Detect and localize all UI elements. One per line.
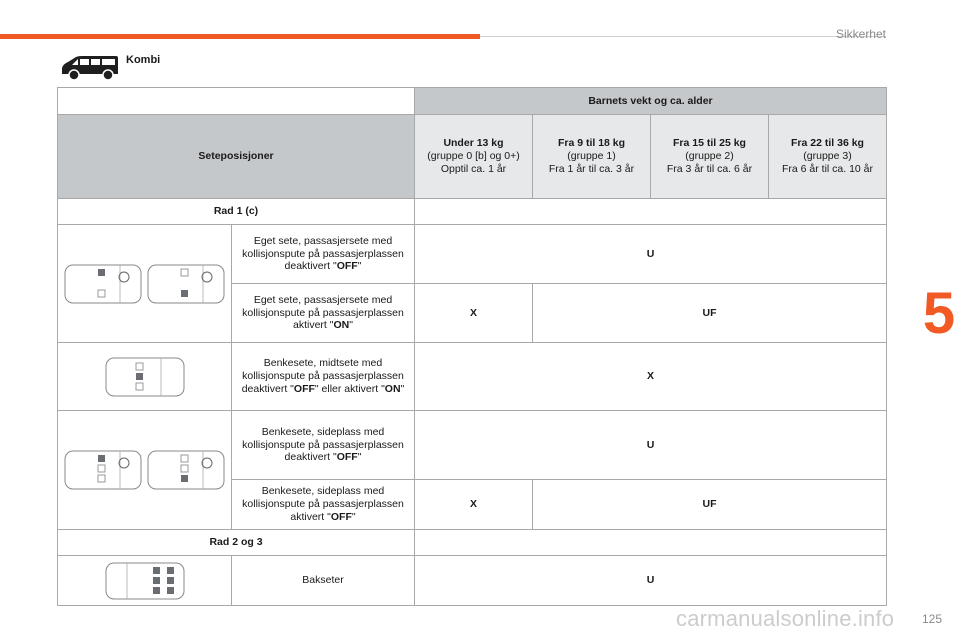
seat-description: Benkesete, sideplass med kollisjonspute på passasjerplassen deaktivert "OFF" <box>232 411 415 480</box>
car-topview-icon <box>62 447 228 493</box>
verdict-cell: X <box>415 343 887 411</box>
group-header <box>415 115 533 199</box>
vehicle-heading <box>60 54 160 82</box>
car-topview-icon <box>62 261 228 307</box>
seat-description: Eget sete, passasjersete med kollisjonspute på passasjerplassen deaktivert "OFF" <box>232 225 415 284</box>
empty-cell <box>415 199 887 225</box>
child-seat-table <box>57 87 887 606</box>
group-age: Fra 1 år til ca. 3 år <box>548 162 635 175</box>
verdict-cell: X <box>415 480 533 530</box>
empty-cell <box>415 530 887 556</box>
section-title: Sikkerhet <box>835 27 886 41</box>
car-topview-icon <box>103 560 187 602</box>
group-label: (gruppe 1) <box>567 150 616 163</box>
group-weight: Under 13 kg <box>443 137 504 150</box>
seat-description: Benkesete, midtsete med kollisjonspute på passasjerplassen deaktivert "OFF" eller aktivert "ON" <box>232 343 415 411</box>
verdict-cell: X <box>415 284 533 343</box>
header-rule <box>480 36 886 37</box>
group-age: Opptil ca. 1 år <box>440 162 507 175</box>
verdict-cell: UF <box>533 480 887 530</box>
group-age: Fra 6 år til ca. 10 år <box>781 162 874 175</box>
seat-diagram-single <box>58 225 232 343</box>
accent-bar <box>0 34 480 39</box>
verdict-cell: U <box>415 556 887 606</box>
van-icon <box>60 54 120 82</box>
verdict-cell: UF <box>533 284 887 343</box>
group-header <box>533 115 651 199</box>
group-weight: Fra 22 til 36 kg <box>791 137 864 150</box>
group-header <box>651 115 769 199</box>
seat-description: Bakseter <box>232 556 415 606</box>
seat-description: Benkesete, sideplass med kollisjonspute på passasjerplassen aktivert "OFF" <box>232 480 415 530</box>
seat-diagram-bench-middle <box>58 343 232 411</box>
table-corner <box>58 88 415 115</box>
position-header: Seteposisjoner <box>58 115 415 199</box>
group-header <box>769 115 887 199</box>
verdict-cell: U <box>415 411 887 480</box>
group-weight: Fra 9 til 18 kg <box>557 137 626 150</box>
seat-diagram-bench-side <box>58 411 232 530</box>
group-age: Fra 3 år til ca. 6 år <box>666 162 753 175</box>
table-title: Barnets vekt og ca. alder <box>415 88 887 115</box>
verdict-cell: U <box>415 225 887 284</box>
row-label-rear: Rad 2 og 3 <box>58 530 415 556</box>
group-weight: Fra 15 til 25 kg <box>673 137 746 150</box>
car-topview-icon <box>103 355 187 399</box>
chapter-number: 5 <box>922 280 956 346</box>
group-label: (gruppe 2) <box>685 150 734 163</box>
vehicle-label: Kombi <box>126 54 161 66</box>
seat-diagram-rear <box>58 556 232 606</box>
watermark: carmanualsonline.info <box>676 606 895 631</box>
seat-description: Eget sete, passasjersete med kollisjonspute på passasjerplassen aktivert "ON" <box>232 284 415 343</box>
group-label: (gruppe 0 [b] og 0+) <box>427 150 520 163</box>
page-number: 125 <box>921 612 942 626</box>
group-label: (gruppe 3) <box>803 150 852 163</box>
row-label-front: Rad 1 (c) <box>58 199 415 225</box>
